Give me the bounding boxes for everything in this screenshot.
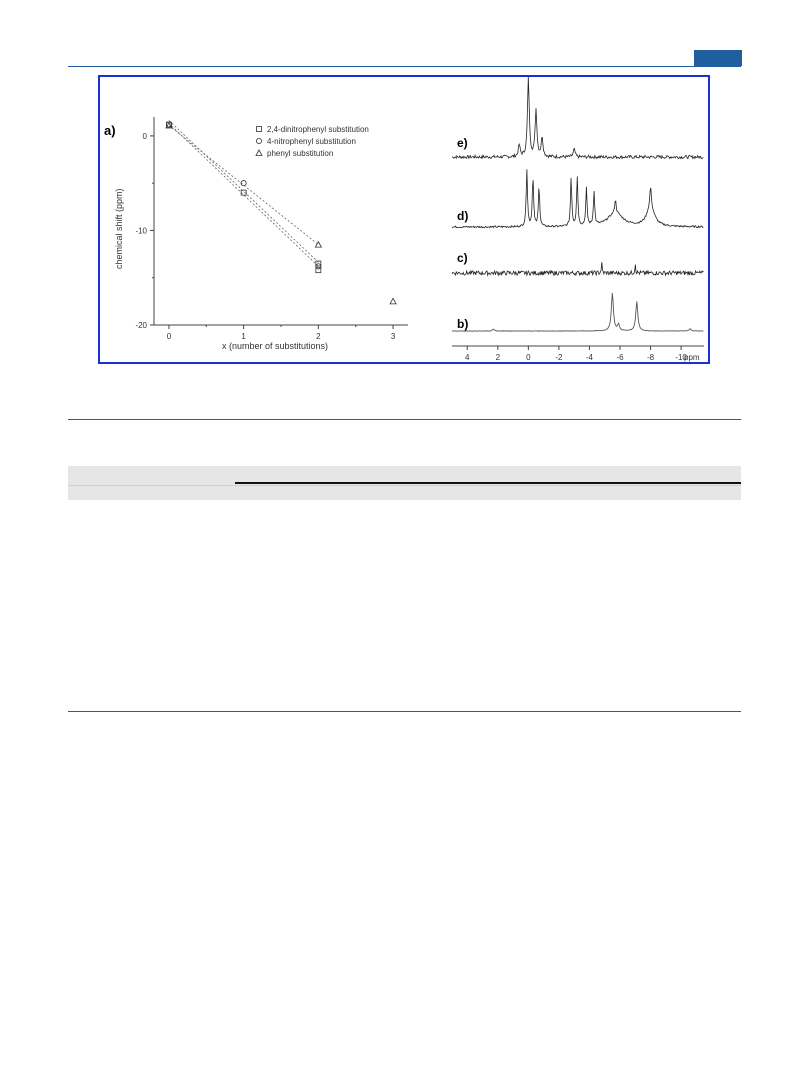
legend-marker-square xyxy=(257,127,262,132)
data-point-triangle xyxy=(390,298,396,304)
ppm-unit: ppm xyxy=(684,353,700,362)
trace-label-c: c) xyxy=(457,251,468,265)
ppm-tick-label: 2 xyxy=(495,353,501,362)
section-rule-2 xyxy=(68,711,741,712)
legend xyxy=(256,125,369,158)
legend-entry-3: phenyl substitution xyxy=(267,149,334,158)
x-tick-label: 3 xyxy=(390,332,396,341)
spectrum-trace-b xyxy=(452,293,703,331)
ppm-tick-label: -6 xyxy=(616,353,624,362)
y-tick-label: 0 xyxy=(142,131,147,141)
x-tick-label: 0 xyxy=(166,332,172,341)
y-tick-label: -10 xyxy=(135,226,147,236)
legend-marker-triangle xyxy=(256,150,262,156)
ppm-tick-label: -4 xyxy=(585,353,594,362)
trace-label-d: d) xyxy=(457,209,469,223)
y-tick-label: -20 xyxy=(135,321,147,330)
spectrum-trace-d xyxy=(452,169,703,228)
ppm-tick-label: 0 xyxy=(526,353,531,362)
trace-label-e: e) xyxy=(457,136,468,150)
x-tick-label: 2 xyxy=(316,332,321,341)
figure-frame xyxy=(98,75,710,364)
ppm-tick-label: 4 xyxy=(465,353,470,362)
spectrum-trace-e xyxy=(452,77,703,159)
legend-entry-2: 4-nitrophenyl substitution xyxy=(267,137,356,146)
legend-entry-1: 2,4-dinitrophenyl substitution xyxy=(267,125,369,134)
x-tick-label: 1 xyxy=(241,332,246,341)
panel-a-label: a) xyxy=(104,123,116,138)
ppm-tick-label: -10 xyxy=(675,353,687,362)
header-tab xyxy=(694,50,742,66)
section-rule-1 xyxy=(68,419,741,420)
panel-a-ylabel: chemical shift (ppm) xyxy=(114,188,124,269)
figure-svg xyxy=(100,77,708,362)
table-header-rule xyxy=(235,482,741,484)
ppm-tick-label: -2 xyxy=(555,353,563,362)
table-header-separator xyxy=(68,485,741,486)
legend-marker-circle xyxy=(256,138,261,143)
trace-label-b: b) xyxy=(457,317,469,331)
spectrum-trace-c xyxy=(452,262,703,275)
header-rule xyxy=(68,66,741,67)
ppm-tick-label: -8 xyxy=(646,353,655,362)
panel-a-xlabel: x (number of substitutions) xyxy=(222,341,329,351)
